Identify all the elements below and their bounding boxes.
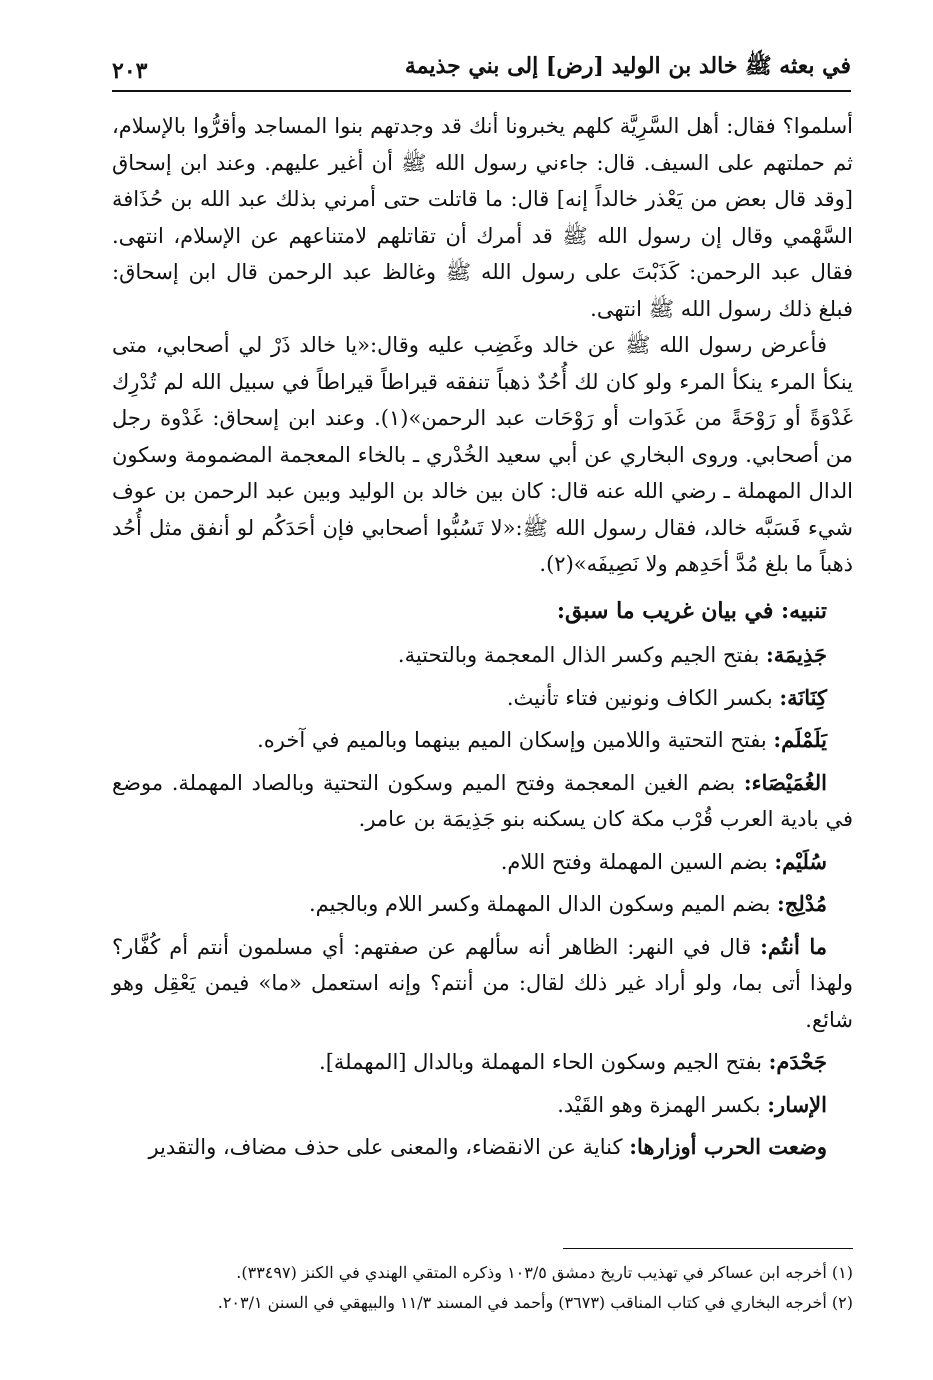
glossary-definition: بفتح التحتية واللامين وإسكان الميم بينهما وبالميم في آخره.: [257, 728, 767, 752]
glossary-term: يَلَمْلَم:: [773, 727, 827, 752]
glossary-entry: [112, 765, 853, 838]
page-number: ٢٠٣: [112, 58, 148, 84]
glossary-definition: بكسر الكاف ونونين فتاء تأنيث.: [506, 685, 773, 710]
glossary-term: كِنَانَة:: [779, 684, 827, 710]
glossary-entry: [112, 722, 853, 759]
paragraph: أسلموا؟ فقال: أهل السَّرِيَّة كلهم يخبرونا أنك قد وجدتهم بنوا المساجد وأقرُّوا بالإسلام، ثم حملتهم على السيف. قال: جاءني رسول الله ﷺ أن أغير عليهم. وعند ابن إسحاق [وقد قال بعض من يَعْذر خالداً إنه] قال: ما قاتلت حتى أمرني بذلك عبد الله بن حُذَافة السَّهْمي وقال إن رسول الله ﷺ قد أمرك أن تقاتلهم لامتناعهم عن الإسلام، انتهى. فقال عبد الرحمن: كَذَبْتَ على رسول الله ﷺ وغالظ عبد الرحمن قال ابن إسحاق: فبلغ ذلك رسول الله ﷺ انتهى.: [112, 114, 853, 321]
glossary-entry: [112, 1129, 853, 1166]
glossary-definition: بفتح الجيم وكسر الذال المعجمة وبالتحتية.: [397, 643, 760, 667]
footnote: (٢) أخرجه البخاري في كتاب المناقب (٣٦٧٣) وأحمد في المسند ١١/٣ والبيهقي في السنن ٢٠٣/١.: [217, 1293, 853, 1312]
glossary-term: الإسار:: [767, 1091, 827, 1117]
glossary-definition: قال في النهر: الظاهر أنه سألهم عن صفتهم: أي مسلمون أنتم أم كُفَّار؟ ولهذا أتى بما، ولو أراد غير ذلك لقال: من أنتم؟ وإنه استعمل «ما» فيمن يَعْقِل وهو شائع.: [112, 934, 853, 1032]
glossary-entry: [112, 886, 853, 923]
glossary-entry: [112, 637, 853, 674]
glossary-definition: بضم الميم وسكون الدال المهملة وكسر اللام وبالجيم.: [308, 892, 771, 916]
glossary-definition: بضم السين المهملة وفتح اللام.: [500, 849, 768, 874]
footnote: (١) أخرجه ابن عساكر في تهذيب تاريخ دمشق ١٠٣/٥ وذكره المتقي الهندي في الكنز (٣٣٤٩٧).: [236, 1263, 853, 1282]
glossary-term: سُلَيْم:: [774, 848, 827, 874]
glossary-entry: [112, 680, 853, 717]
glossary-term: الغُمَيْصَاء:: [743, 769, 827, 795]
footnotes: [112, 1258, 853, 1318]
glossary-definition: بفتح الجيم وسكون الحاء المهملة وبالدال [المهملة].: [319, 1050, 762, 1074]
glossary-term: مُدْلِج:: [777, 891, 827, 916]
paragraph: فأعرض رسول الله ﷺ عن خالد وغَضِب عليه وقال:«يا خالد ذَرْ لي أصحابي، متى ينكأ المرء ينكأ المرء ولو كان لك أُحُدٌ ذهباً تنفقه قيراطاً قيراطاً في سبيل الله لم تُدْرِك غَدْوَةً أو رَوْحَةً من غَدَوات أو رَوْحَات عبد الرحمن»(١). وعند ابن إسحاق: غَدْوة رجل من أصحابي. وروى البخاري عن أبي سعيد الخُدْري ـ بالخاء المعجمة المضمومة وسكون الدال المهملة ـ رضي الله عنه قال: كان بين خالد بن الوليد وبين عبد الرحمن بن عوف شيء فَسَبَّه خالد، فقال رسول الله ﷺ:«لا تَسُبُّوا أصحابي فإن أحَدَكُم لو أنفق مثل أُحُد ذهباً ما بلغ مُدَّ أحَدِهم ولا نَصِيفَه»(٢).: [112, 333, 853, 576]
glossary-entry: [112, 929, 853, 1039]
glossary-term: وضعت الحرب أوزارها:: [629, 1134, 827, 1159]
glossary-definition: بكسر الهمزة وهو القَيْد.: [557, 1092, 761, 1117]
footnote-separator: [563, 1248, 853, 1249]
glossary-entry: [112, 1087, 853, 1124]
main-text: [112, 108, 853, 1172]
glossary-term: جَذِيمَة:: [765, 642, 827, 667]
header-title: في بعثه ﷺ خالد بن الوليد [رض] إلى بني جذيمة: [404, 53, 851, 79]
notice-heading: تنبيه: في بيان غريب ما سبق:: [556, 597, 827, 624]
glossary-term: ما أنتُم:: [760, 933, 827, 959]
glossary-definition: كناية عن الانقضاء، والمعنى على حذف مضاف، والتقدير: [148, 1135, 623, 1159]
glossary-term: جَحْدَم:: [768, 1049, 827, 1074]
glossary-definition: بضم الغين المعجمة وفتح الميم وسكون التحتية وبالصاد المهملة. موضع في بادية العرب قُرْب مكة كان يسكنه بنو جَذِيمَة بن عامر.: [112, 770, 853, 831]
glossary-entry: [112, 1044, 853, 1081]
glossary-entry: [112, 844, 853, 881]
running-header: [112, 52, 851, 92]
